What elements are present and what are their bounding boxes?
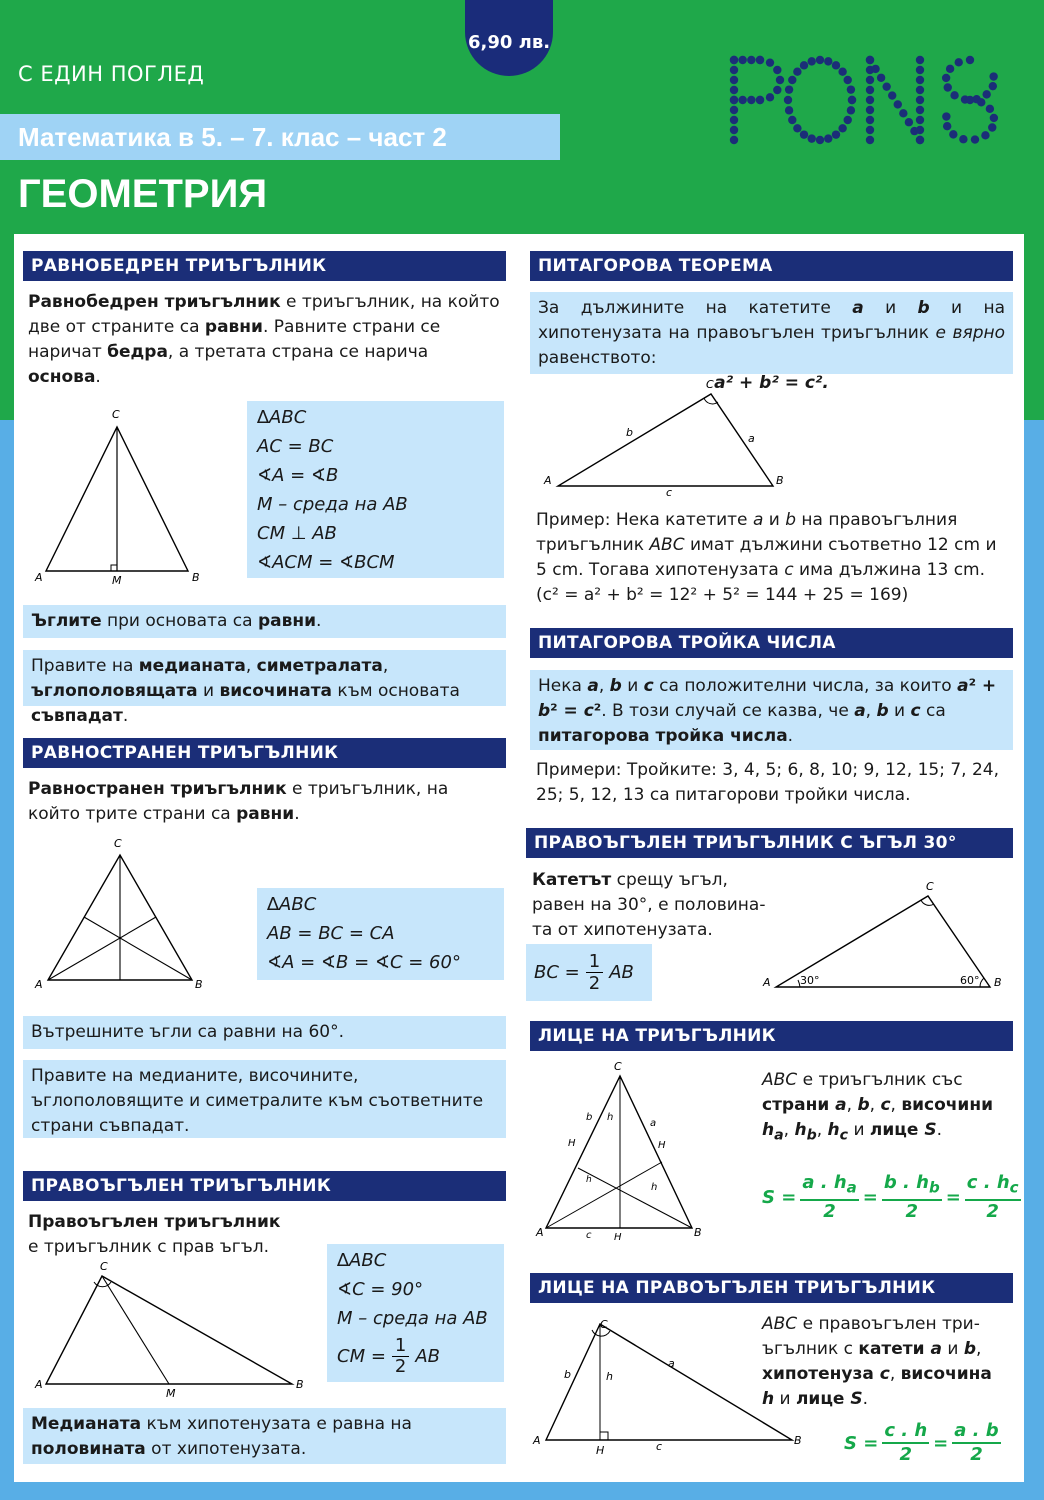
fact: M – среда на AB (257, 494, 408, 515)
svg-text:C: C (706, 378, 714, 391)
label-a: A (35, 571, 43, 584)
fact: ∢C = 90° (337, 1279, 424, 1300)
pythagoras-example: Пример: Нека катетите a и b на правоъгълния триъгълник ABC имат дължини съответно 12 cm и 5 cm. Тогава хипотенузата c има дължина 13 cm. (c² = a² + b² = 12² + 5² = 144 + 25 = 169) (536, 508, 1012, 608)
isosceles-definition: Равнобедрен триъгълник е триъгълник, на който две от страните са равни. Равните страни се наричат бедра, а третата страна се нарича основа. (28, 292, 500, 387)
svg-text:H: H (614, 1232, 622, 1243)
right-triangle-note: Медианата към хипотенузата е равна на половината от хипотенузата. (23, 1408, 506, 1464)
pythagoras-statement: За дължините на катетите a и b и на хипотенузата на правоъгълен триъгълник е вярно равенството: a² + b² = c². (530, 292, 1013, 374)
svg-text:A: A (544, 474, 552, 487)
svg-text:B: B (776, 474, 784, 487)
svg-text:A: A (536, 1226, 544, 1239)
triple-examples: Примери: Тройките: 3, 4, 5; 6, 8, 10; 9, 12, 15; 7, 24, 25; 5, 12, 13 са питагорови тройки числа. (536, 760, 1000, 805)
fact: ∆ABC (267, 894, 317, 915)
fact: ∆ABC (337, 1250, 387, 1271)
svg-text:h: h (607, 1112, 614, 1123)
isosceles-facts-box (247, 401, 504, 578)
svg-text:C: C (114, 837, 122, 850)
svg-text:C: C (926, 880, 934, 893)
pons-logo (720, 40, 1020, 150)
svg-text:c: c (656, 1440, 663, 1453)
fact: ∆ABC (257, 407, 307, 428)
subject-banner: Математика в 5. – 7. клас – част 2 (0, 114, 560, 160)
right-area-heading: ЛИЦЕ НА ПРАВОЪГЪЛЕН ТРИЪГЪЛНИК (530, 1273, 1013, 1303)
svg-text:a: a (668, 1357, 675, 1370)
right-area-formula: S = c . h 2 = a . b 2 (844, 1420, 999, 1465)
svg-text:60°: 60° (960, 974, 980, 987)
equilateral-note-angles: Вътрешните ъгли са равни на 60°. (23, 1016, 506, 1049)
equilateral-facts-box (257, 888, 504, 980)
svg-text:A: A (533, 1434, 541, 1447)
pythagoras-calc: (c² = a² + b² = 12² + 5² = 144 + 25 = 169) (536, 585, 909, 605)
right-triangle-heading: ПРАВОЪГЪЛЕН ТРИЪГЪЛНИК (23, 1171, 506, 1201)
area-statement: ABC е триъгълник със страни a, b, c, височини $h_a$, $h_b$, $h_c$ и лице S. (762, 1070, 993, 1144)
isosceles-triangle-figure (30, 405, 210, 590)
svg-text:A: A (35, 1378, 43, 1391)
thirty-formula-box: BC = $\frac{1}{2}$ AB (526, 944, 652, 1001)
equilateral-heading: РАВНОСТРАНЕН ТРИЪГЪЛНИК (23, 738, 506, 768)
svg-text:H: H (596, 1444, 605, 1457)
pythagoras-equation: a² + b² = c². (714, 373, 829, 393)
page-title: ГЕОМЕТРИЯ (18, 172, 268, 216)
svg-text:h: h (606, 1370, 613, 1383)
median-formula: CM = $\frac{1}{2}$ AB (337, 1334, 441, 1377)
triple-statement: Нека a, b и c са положителни числа, за които a² + b² = c². В този случай се казва, че a, b и c са питагорова тройка числа. (530, 670, 1013, 750)
svg-text:c: c (666, 486, 673, 499)
isosceles-note-angles: Ъглите при основата са равни. (23, 605, 506, 638)
fact: M – среда на AB (337, 1308, 488, 1329)
label-c: C (112, 408, 120, 421)
series-label: С ЕДИН ПОГЛЕД (18, 62, 205, 86)
equilateral-note-lines: Правите на медианите, височините, ъглополовящите и симетралите към съответните страни съвпадат. (23, 1060, 506, 1138)
label-m: M (112, 574, 122, 587)
area-formula: S = a . $h_a$ 2 = b . $h_b$ 2 = c . $h_c$ 2 (762, 1172, 1019, 1222)
fact: CM ⊥ AB (257, 523, 337, 544)
fact: ∢A = ∢B (257, 465, 339, 486)
svg-text:C: C (600, 1318, 608, 1331)
svg-text:b: b (626, 426, 633, 439)
area-heading: ЛИЦЕ НА ТРИЪГЪЛНИК (530, 1021, 1013, 1051)
pythagoras-triangle-figure (538, 376, 798, 500)
svg-text:a: a (650, 1118, 657, 1129)
svg-text:B: B (296, 1378, 304, 1391)
svg-text:H: H (658, 1140, 666, 1151)
svg-text:B: B (195, 978, 203, 991)
svg-text:A: A (35, 978, 43, 991)
svg-text:H: H (568, 1138, 576, 1149)
svg-text:b: b (564, 1368, 571, 1381)
right-area-statement: ABC е правоъгълен три-ъгълник с катети a и b, хипотенуза c, височина h и лице S. (762, 1314, 992, 1409)
area-triangle-figure (534, 1058, 714, 1248)
svg-text:B: B (694, 1226, 702, 1239)
price-badge: 6,90 лв. (465, 0, 553, 76)
fact: ∢A = ∢B = ∢C = 60° (267, 952, 461, 973)
isosceles-heading: РАВНОБЕДРЕН ТРИЪГЪЛНИК (23, 251, 506, 281)
right-triangle-figure (30, 1258, 315, 1403)
svg-text:B: B (994, 976, 1002, 989)
svg-text:C: C (100, 1260, 108, 1273)
thirty-statement: Катетът срещу ъгъл, равен на 30°, е половина- та от хипотенузата. (532, 870, 766, 940)
triple-heading: ПИТАГОРОВА ТРОЙКА ЧИСЛА (530, 628, 1013, 658)
thirty-heading: ПРАВОЪГЪЛЕН ТРИЪГЪЛНИК С ЪГЪЛ 30° (526, 828, 1013, 858)
right-triangle-facts-box (327, 1244, 504, 1382)
pythagoras-heading: ПИТАГОРОВА ТЕОРЕМА (530, 251, 1013, 281)
fact: ∢ACM = ∢BCM (257, 552, 395, 573)
svg-text:C: C (614, 1060, 622, 1073)
svg-text:h: h (651, 1182, 658, 1193)
thirty-triangle-figure (758, 876, 1008, 996)
svg-text:A: A (763, 976, 771, 989)
svg-text:h: h (586, 1175, 592, 1185)
svg-text:b: b (586, 1112, 593, 1123)
svg-text:30°: 30° (800, 974, 820, 987)
label-b: B (192, 571, 200, 584)
svg-text:M: M (166, 1387, 176, 1400)
svg-text:c: c (586, 1230, 592, 1241)
equilateral-triangle-figure (30, 835, 210, 995)
svg-text:a: a (748, 432, 755, 445)
svg-text:B: B (794, 1434, 802, 1447)
isosceles-note-lines: Правите на медианата, симетралата, ъглополовящата и височината към основата съвпадат. (23, 650, 506, 706)
fact: AB = BC = CA (267, 923, 395, 944)
fact: AC = BC (257, 436, 334, 457)
right-triangle-definition: Правоъгълен триъгълник е триъгълник с прав ъгъл. (28, 1212, 281, 1257)
equilateral-definition: Равностранен триъгълник е триъгълник, на който трите страни са равни. (28, 779, 449, 824)
